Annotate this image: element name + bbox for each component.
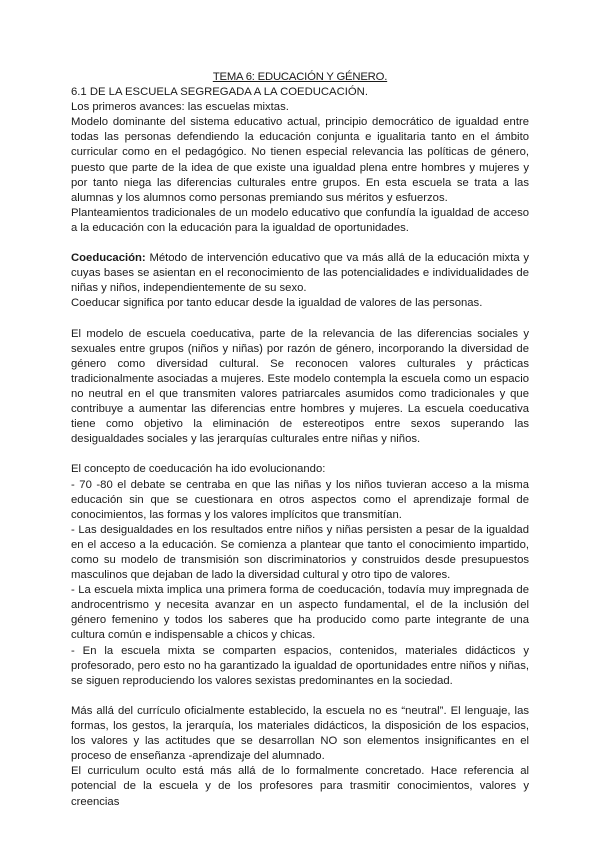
bullet-item: - La escuela mixta implica una primera forma de coeducación, todavía muy impregnada de androcentrismo y necesita avanzar en un aspecto fundamental, el de la inclusión del género femenino y todos los saberes que ha producido como parte integrante de una cultura común e indispensable a chicos y chicas. — [71, 584, 529, 642]
spacer — [71, 689, 529, 704]
paragraph-concept-evolution: El concepto de coeducación ha ido evolucionando: — [71, 463, 326, 476]
spacer — [71, 236, 529, 251]
coeducacion-term: Coeducación: — [71, 252, 146, 265]
coeducacion-text: Método de intervención educativo que va más allá de la educación mixta y cuyas bases se asientan en el reconocimiento de las potencialidades e individualidades de niñas y niños, independientemente de su sexo. — [71, 252, 529, 295]
paragraph-non-neutral-school: Más allá del currículo oficialmente establecido, la escuela no es “neutral”. El lenguaje, las formas, los gestos, la jerarquía, los materiales didácticos, la disposición de los espacios, los valores y las actitudes que se desarrollan NO son elementos insignificantes en el proceso de enseñanza -aprendizaje del alumnado. — [71, 704, 529, 763]
document-page — [71, 70, 529, 810]
paragraph-mixed-school: Modelo dominante del sistema educativo actual, principio democrático de igualdad entre todas las personas defendiendo la educación conjunta e igualitaria tanto en el ámbito curricular como en el pedagógico. No tienen especial relevancia las políticas de género, puesto que parte de la idea de que existe una igualdad plena entre hombres y mujeres y por tanto niega las diferencias culturales entre grupos. En esta escuela se trata a las alumnas y los alumnos como personas premiando sus méritos y esfuerzos. — [71, 116, 529, 204]
spacer — [71, 447, 529, 462]
coeducacion-definition — [71, 251, 529, 296]
section-heading: 6.1 DE LA ESCUELA SEGREGADA A LA COEDUCACIÓN. — [71, 86, 368, 99]
paragraph-coeducative-model: El modelo de escuela coeducativa, parte de la relevancia de las diferencias sociales y sexuales entre grupos (niños y niñas) por razón de género, incorporando la diversidad de género como diversidad cultural. Se reconocen valores culturales y prácticas tradicionalmente asociadas a mujeres. Este modelo contempla la escuela como un espacio no neutral en el que transmiten valores patriarcales asumidos como tradicionales y que contribuye a aumentar las diferencias entre hombres y mujeres. La escuela coeducativa tiene como objetivo la eliminación de estereotipos entre sexos superando las desigualdades sociales y las jerarquías culturales entre niñas y niños. — [71, 327, 529, 446]
bullet-item: - En la escuela mixta se comparten espacios, contenidos, materiales didácticos y profesorado, pero esto no ha garantizado la igualdad de oportunidades entre niños y niñas, se siguen reproduciendo los valores sexistas predominantes en la sociedad. — [71, 644, 529, 687]
intro-line: Los primeros avances: las escuelas mixtas. — [71, 101, 289, 114]
document-title: TEMA 6: EDUCACIÓN Y GÉNERO. — [212, 71, 388, 83]
spacer — [71, 312, 529, 327]
bullet-item: - Las desigualdades en los resultados entre niños y niñas persisten a pesar de la igualdad en el acceso a la educación. Se comienza a plantear que tanto el conocimiento impartido, como su modelo de transmisión son discriminatorios y construidos desde presupuestos masculinos que dejaban de lado la diversidad cultural y otro tipo de valores. — [71, 523, 529, 582]
paragraph-coeducar: Coeducar significa por tanto educar desde la igualdad de valores de las personas. — [71, 297, 483, 310]
paragraph-hidden-curriculum: El curriculum oculto está más allá de lo formalmente concretado. Hace referencia al potencial de la escuela y de los profesores para trasmitir conocimientos, valores y creencias — [71, 765, 529, 808]
bullet-item: - 70 -80 el debate se centraba en que las niñas y los niños tuvieran acceso a la misma educación sin que se cuestionara en otros aspectos como el aprendizaje formal de conocimientos, las formas y los valores implícitos que transmitían. — [71, 478, 529, 521]
paragraph-traditional-approaches: Planteamientos tradicionales de un modelo educativo que confundía la igualdad de acceso a la educación con la educación para la igualdad de oportunidades. — [71, 206, 529, 234]
